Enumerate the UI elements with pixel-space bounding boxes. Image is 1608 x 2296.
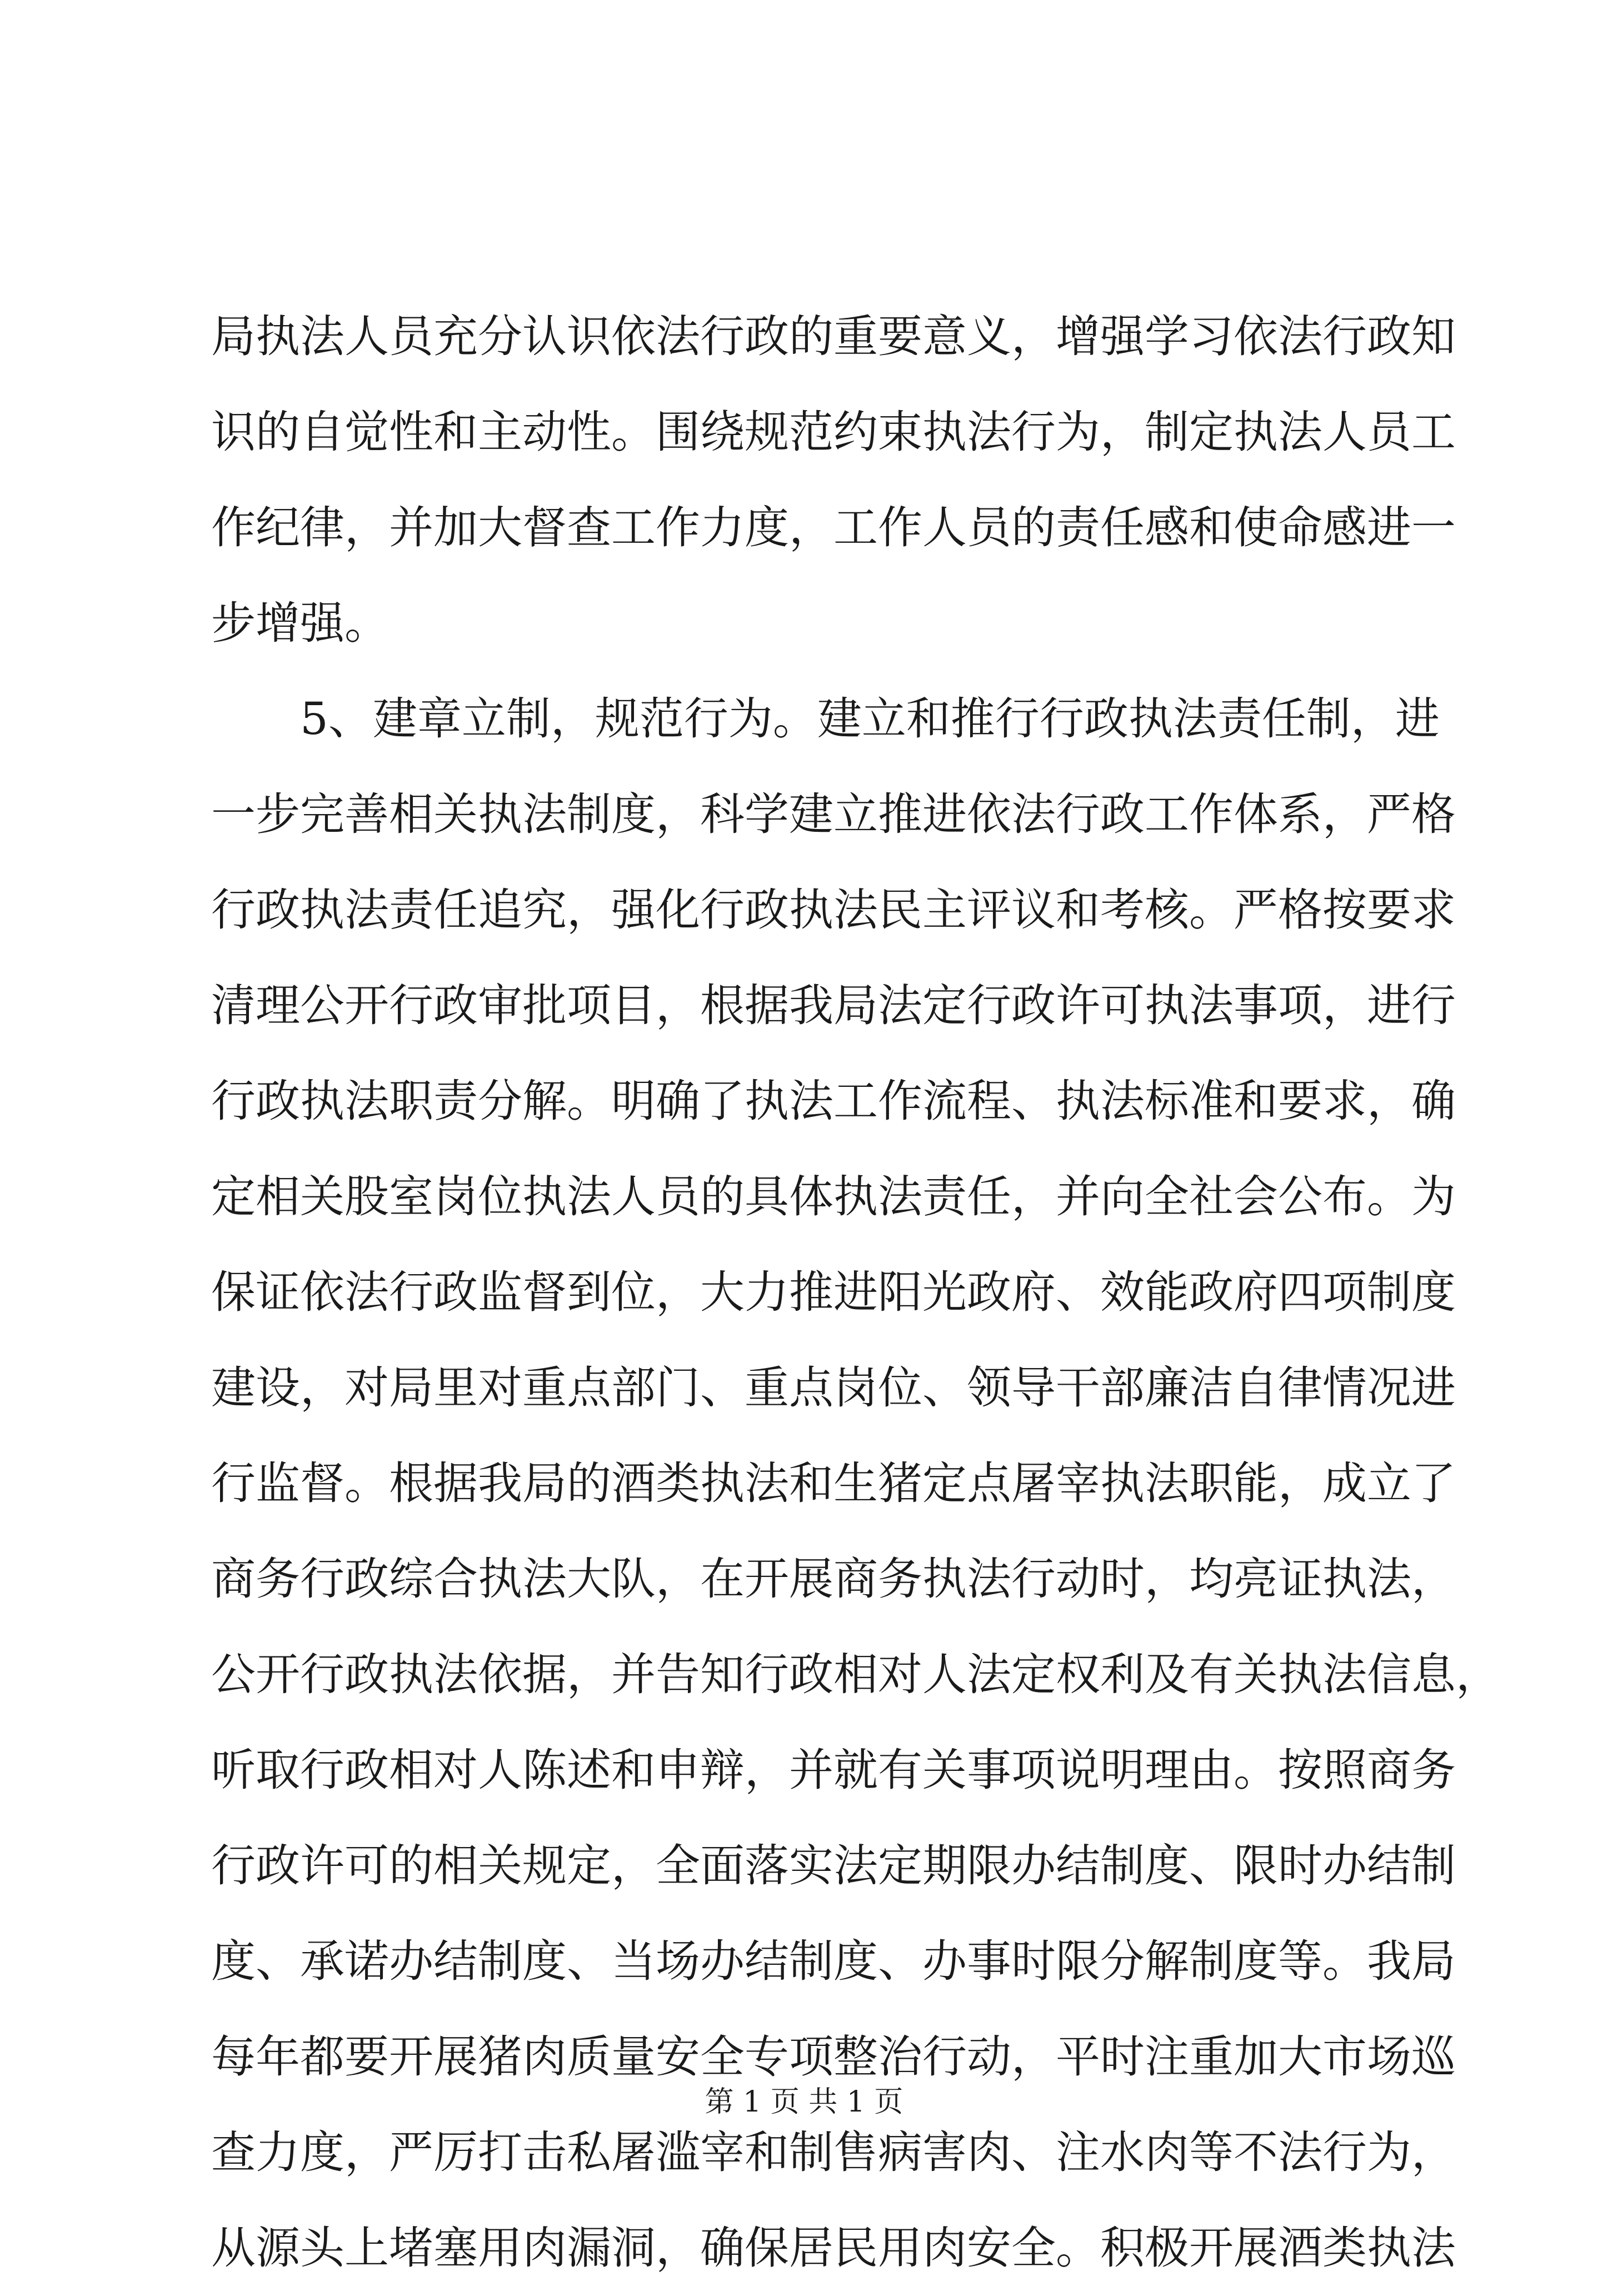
- text-line: 行监督。根据我局的酒类执法和生猪定点屠宰执法职能，成立了: [211, 1458, 1456, 1509]
- text-line: 从源头上堵塞用肉漏洞，确保居民用肉安全。积极开展酒类执法: [211, 2222, 1456, 2274]
- document-body: [211, 289, 1500, 2296]
- text-line: 清理公开行政审批项目，根据我局法定行政许可执法事项，进行: [211, 980, 1456, 1031]
- text-line: 建设，对局里对重点部门、重点岗位、领导干部廉洁自律情况进: [211, 1362, 1456, 1414]
- text-line: 公开行政执法依据，并告知行政相对人法定权利及有关执法信息，: [211, 1649, 1500, 1700]
- text-line: 行政执法职责分解。明确了执法工作流程、执法标准和要求，确: [211, 1075, 1456, 1127]
- text-line: 步增强。: [211, 597, 389, 649]
- text-line: 度、承诺办结制度、当场办结制度、办事时限分解制度等。我局: [211, 1935, 1456, 1987]
- text-line: 听取行政相对人陈述和申辩，并就有关事项说明理由。按照商务: [211, 1744, 1456, 1796]
- text-line: 行政许可的相关规定，全面落实法定期限办结制度、限时办结制: [211, 1840, 1456, 1891]
- text-line: 定相关股室岗位执法人员的具体执法责任，并向全社会公布。为: [211, 1171, 1456, 1222]
- text-line: 每年都要开展猪肉质量安全专项整治行动，平时注重加大市场巡: [211, 2031, 1456, 2083]
- page-number-footer: 第 1 页 共 1 页: [705, 2085, 903, 2119]
- text-line: 一步完善相关执法制度，科学建立推进依法行政工作体系，严格: [211, 788, 1456, 840]
- text-line: 局执法人员充分认识依法行政的重要意义，增强学习依法行政知: [211, 311, 1456, 362]
- text-line: 行政执法责任追究，强化行政执法民主评议和考核。严格按要求: [211, 884, 1456, 936]
- text-line: 商务行政综合执法大队，在开展商务执法行动时，均亮证执法，: [211, 1553, 1456, 1605]
- text-line: 保证依法行政监督到位，大力推进阳光政府、效能政府四项制度: [211, 1266, 1456, 1318]
- text-line: 作纪律，并加大督查工作力度，工作人员的责任感和使命感进一: [211, 502, 1456, 553]
- text-line: 查力度，严厉打击私屠滥宰和制售病害肉、注水肉等不法行为，: [211, 2127, 1456, 2178]
- paragraph-first-line: 5、建章立制，规范行为。建立和推行行政执法责任制，进: [300, 693, 1440, 745]
- text-line: 识的自觉性和主动性。围绕规范约束执法行为，制定执法人员工: [211, 406, 1456, 458]
